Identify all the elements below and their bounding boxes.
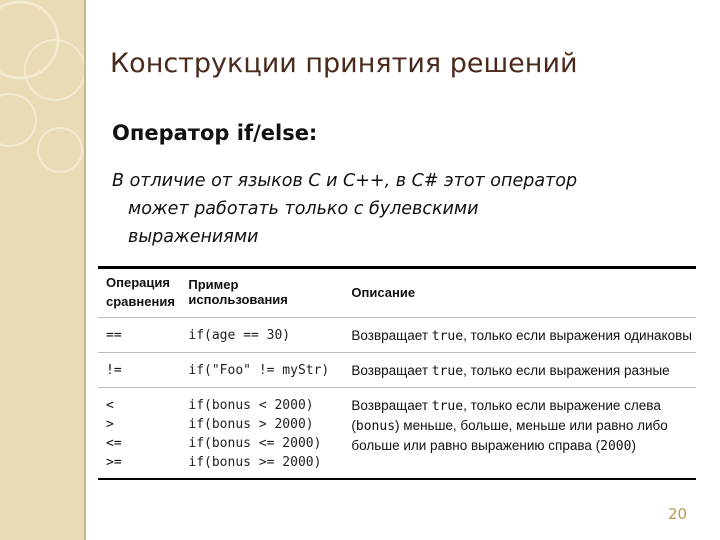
description-line bbox=[351, 416, 692, 436]
description-text: , только если выражение слева bbox=[463, 398, 661, 413]
description-code: true bbox=[431, 329, 464, 344]
example-cell bbox=[180, 388, 343, 479]
description-code: bonus bbox=[355, 419, 396, 434]
operator-cell bbox=[98, 353, 180, 388]
body-line: В отличие от языков С и С++, в С# этот оператор bbox=[112, 171, 578, 191]
example-code: if(bonus > 2000) bbox=[188, 417, 314, 432]
header-example: Пример использования bbox=[188, 277, 288, 307]
description-code: true bbox=[431, 399, 464, 414]
header-operation-line: сравнения bbox=[106, 294, 175, 309]
example-cell bbox=[180, 353, 343, 388]
sidebar-edge bbox=[84, 0, 86, 540]
table-bottom-rule bbox=[98, 478, 696, 480]
example-code: if("Foo" != myStr) bbox=[188, 363, 330, 378]
description-text: , только если выражения разные bbox=[463, 363, 670, 378]
description-code: 2000 bbox=[600, 439, 632, 454]
table-row bbox=[98, 353, 696, 388]
description-cell bbox=[343, 353, 696, 388]
description-text: больше или равно выражению справа ( bbox=[351, 438, 601, 453]
decorative-sidebar bbox=[0, 0, 84, 540]
slide-subtitle bbox=[112, 121, 317, 145]
description-line bbox=[351, 396, 692, 416]
operator-cell bbox=[98, 318, 180, 353]
example-code: if(bonus < 2000) bbox=[188, 398, 314, 413]
operator-symbol: >= bbox=[106, 455, 122, 470]
header-operation-line: Операция bbox=[106, 275, 170, 290]
description-text: ) меньше, больше, меньше или равно либо bbox=[395, 418, 668, 433]
body-line: выражениями bbox=[128, 227, 259, 247]
description-line bbox=[351, 436, 692, 456]
operator-symbol: <= bbox=[106, 436, 122, 451]
description-text: Возвращает bbox=[351, 328, 432, 343]
description-line bbox=[351, 326, 692, 346]
header-description: Описание bbox=[351, 284, 416, 300]
description-cell bbox=[343, 318, 696, 353]
subtitle-text: Оператор if/else: bbox=[112, 121, 318, 145]
body-line: может работать только с булевскими bbox=[128, 199, 479, 219]
operator-symbol: != bbox=[106, 363, 122, 378]
operator-symbol: < bbox=[106, 398, 114, 413]
description-text: Возвращает bbox=[351, 398, 432, 413]
example-cell bbox=[180, 318, 343, 353]
example-code: if(bonus <= 2000) bbox=[188, 436, 322, 451]
table-row bbox=[98, 318, 696, 353]
description-text: ) bbox=[631, 438, 636, 453]
body-paragraph bbox=[112, 167, 702, 251]
table-row bbox=[98, 388, 696, 479]
page-number: 20 bbox=[668, 505, 688, 523]
description-cell bbox=[343, 388, 696, 479]
comparison-table bbox=[98, 266, 696, 480]
description-line bbox=[351, 361, 692, 381]
sidebar-circles-decoration bbox=[0, 0, 84, 540]
operator-symbol: == bbox=[106, 328, 122, 343]
description-code: true bbox=[431, 364, 464, 379]
table-header-row bbox=[98, 269, 696, 318]
slide-title: Конструкции принятия решений bbox=[110, 48, 578, 79]
description-text: Возвращает bbox=[351, 363, 432, 378]
operator-cell bbox=[98, 388, 180, 479]
example-code: if(bonus >= 2000) bbox=[188, 455, 322, 470]
description-text: ( bbox=[351, 418, 356, 433]
header-operation bbox=[98, 269, 180, 318]
example-code: if(age == 30) bbox=[188, 328, 291, 343]
operator-symbol: > bbox=[106, 417, 114, 432]
description-text: , только если выражения одинаковы bbox=[463, 328, 692, 343]
